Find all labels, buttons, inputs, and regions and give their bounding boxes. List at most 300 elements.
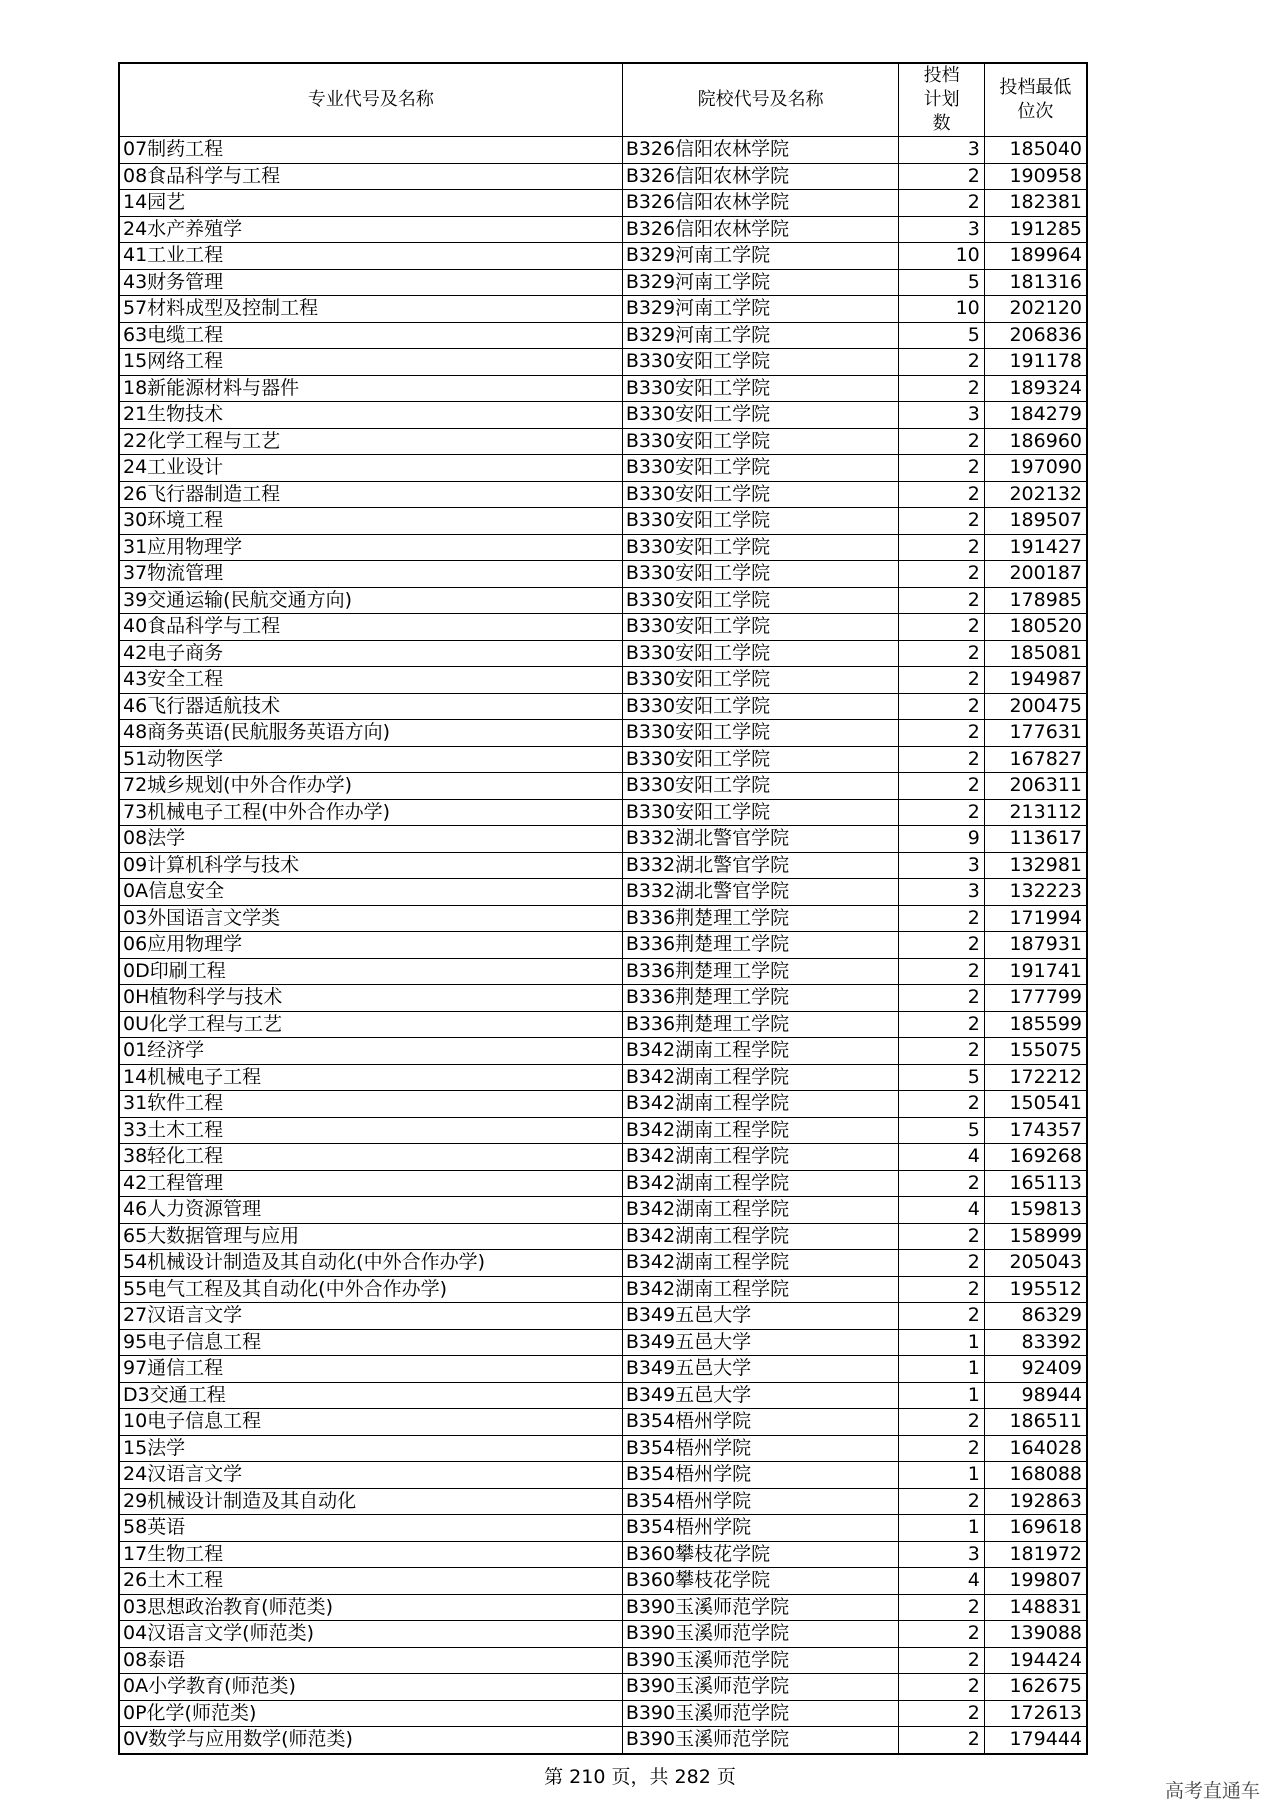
plan-count-cell: 2 <box>899 1700 984 1727</box>
plan-count-cell: 2 <box>899 693 984 720</box>
major-cell: 09计算机科学与技术 <box>119 852 622 879</box>
table-row <box>119 640 1087 667</box>
table-row <box>119 1594 1087 1621</box>
plan-count-cell: 2 <box>899 640 984 667</box>
table-row <box>119 905 1087 932</box>
school-cell: B330安阳工学院 <box>622 640 899 667</box>
major-cell: 95电子信息工程 <box>119 1329 622 1356</box>
school-cell: B354梧州学院 <box>622 1515 899 1542</box>
school-cell: B354梧州学院 <box>622 1435 899 1462</box>
min-rank-cell: 202132 <box>984 481 1087 508</box>
school-cell: B330安阳工学院 <box>622 720 899 747</box>
table-row <box>119 1276 1087 1303</box>
major-cell: 46人力资源管理 <box>119 1197 622 1224</box>
major-cell: 0A信息安全 <box>119 879 622 906</box>
table-row <box>119 455 1087 482</box>
min-rank-cell: 194987 <box>984 667 1087 694</box>
school-cell: B349五邑大学 <box>622 1329 899 1356</box>
table-row <box>119 508 1087 535</box>
plan-count-cell: 2 <box>899 1594 984 1621</box>
admission-table <box>118 62 1088 1755</box>
table-row <box>119 534 1087 561</box>
table-row <box>119 269 1087 296</box>
plan-count-cell: 2 <box>899 1621 984 1648</box>
school-cell: B342湖南工程学院 <box>622 1091 899 1118</box>
table-row <box>119 932 1087 959</box>
major-cell: 72城乡规划(中外合作办学) <box>119 773 622 800</box>
plan-count-cell: 2 <box>899 985 984 1012</box>
school-cell: B390玉溪师范学院 <box>622 1647 899 1674</box>
major-cell: 24汉语言文学 <box>119 1462 622 1489</box>
major-cell: 08食品科学与工程 <box>119 163 622 190</box>
plan-count-cell: 4 <box>899 1144 984 1171</box>
school-cell: B342湖南工程学院 <box>622 1250 899 1277</box>
min-rank-cell: 189964 <box>984 243 1087 270</box>
table-row <box>119 375 1087 402</box>
plan-count-cell: 2 <box>899 1170 984 1197</box>
school-cell: B390玉溪师范学院 <box>622 1727 899 1754</box>
school-cell: B336荆楚理工学院 <box>622 985 899 1012</box>
school-cell: B326信阳农林学院 <box>622 216 899 243</box>
school-cell: B342湖南工程学院 <box>622 1170 899 1197</box>
table-row <box>119 1197 1087 1224</box>
header-plan: 投档计划数 <box>899 63 984 137</box>
plan-count-cell: 2 <box>899 561 984 588</box>
table-row <box>119 428 1087 455</box>
school-cell: B330安阳工学院 <box>622 614 899 641</box>
table-row <box>119 1329 1087 1356</box>
table-row <box>119 1488 1087 1515</box>
min-rank-cell: 200187 <box>984 561 1087 588</box>
plan-count-cell: 2 <box>899 720 984 747</box>
major-cell: 10电子信息工程 <box>119 1409 622 1436</box>
school-cell: B349五邑大学 <box>622 1382 899 1409</box>
major-cell: 26飞行器制造工程 <box>119 481 622 508</box>
table-row <box>119 163 1087 190</box>
table-row <box>119 587 1087 614</box>
plan-count-cell: 2 <box>899 1038 984 1065</box>
table-row <box>119 799 1087 826</box>
table-row <box>119 985 1087 1012</box>
table-row <box>119 1011 1087 1038</box>
major-cell: 01经济学 <box>119 1038 622 1065</box>
school-cell: B342湖南工程学院 <box>622 1223 899 1250</box>
school-cell: B330安阳工学院 <box>622 428 899 455</box>
school-cell: B329河南工学院 <box>622 322 899 349</box>
major-cell: 15网络工程 <box>119 349 622 376</box>
school-cell: B330安阳工学院 <box>622 693 899 720</box>
school-cell: B342湖南工程学院 <box>622 1117 899 1144</box>
plan-count-cell: 1 <box>899 1462 984 1489</box>
school-cell: B342湖南工程学院 <box>622 1064 899 1091</box>
min-rank-cell: 158999 <box>984 1223 1087 1250</box>
school-cell: B330安阳工学院 <box>622 667 899 694</box>
plan-count-cell: 2 <box>899 1011 984 1038</box>
table-row <box>119 1223 1087 1250</box>
min-rank-cell: 169268 <box>984 1144 1087 1171</box>
table-row <box>119 1647 1087 1674</box>
major-cell: 38轻化工程 <box>119 1144 622 1171</box>
major-cell: 31应用物理学 <box>119 534 622 561</box>
school-cell: B330安阳工学院 <box>622 508 899 535</box>
min-rank-cell: 206836 <box>984 322 1087 349</box>
major-cell: 40食品科学与工程 <box>119 614 622 641</box>
min-rank-cell: 172613 <box>984 1700 1087 1727</box>
school-cell: B330安阳工学院 <box>622 773 899 800</box>
plan-count-cell: 10 <box>899 296 984 323</box>
table-row <box>119 190 1087 217</box>
school-cell: B390玉溪师范学院 <box>622 1674 899 1701</box>
plan-count-cell: 2 <box>899 1409 984 1436</box>
table-row <box>119 296 1087 323</box>
plan-count-cell: 2 <box>899 534 984 561</box>
min-rank-cell: 177799 <box>984 985 1087 1012</box>
min-rank-cell: 132981 <box>984 852 1087 879</box>
plan-count-cell: 2 <box>899 667 984 694</box>
plan-count-cell: 2 <box>899 1674 984 1701</box>
plan-count-cell: 5 <box>899 322 984 349</box>
min-rank-cell: 155075 <box>984 1038 1087 1065</box>
min-rank-cell: 148831 <box>984 1594 1087 1621</box>
table-row <box>119 349 1087 376</box>
plan-count-cell: 2 <box>899 375 984 402</box>
min-rank-cell: 191178 <box>984 349 1087 376</box>
major-cell: 27汉语言文学 <box>119 1303 622 1330</box>
major-cell: 0P化学(师范类) <box>119 1700 622 1727</box>
major-cell: 03思想政治教育(师范类) <box>119 1594 622 1621</box>
table-row <box>119 826 1087 853</box>
table-row <box>119 720 1087 747</box>
school-cell: B342湖南工程学院 <box>622 1276 899 1303</box>
min-rank-cell: 172212 <box>984 1064 1087 1091</box>
major-cell: 0D印刷工程 <box>119 958 622 985</box>
table-row <box>119 243 1087 270</box>
min-rank-cell: 186511 <box>984 1409 1087 1436</box>
min-rank-cell: 189324 <box>984 375 1087 402</box>
major-cell: 08法学 <box>119 826 622 853</box>
major-cell: D3交通工程 <box>119 1382 622 1409</box>
major-cell: 22化学工程与工艺 <box>119 428 622 455</box>
min-rank-cell: 179444 <box>984 1727 1087 1754</box>
plan-count-cell: 2 <box>899 587 984 614</box>
major-cell: 03外国语言文学类 <box>119 905 622 932</box>
table-row <box>119 216 1087 243</box>
table-row <box>119 1700 1087 1727</box>
plan-count-cell: 2 <box>899 190 984 217</box>
major-cell: 0A小学教育(师范类) <box>119 1674 622 1701</box>
header-major: 专业代号及名称 <box>119 63 622 137</box>
table-row <box>119 1515 1087 1542</box>
table-row <box>119 137 1087 164</box>
major-cell: 43财务管理 <box>119 269 622 296</box>
major-cell: 30环境工程 <box>119 508 622 535</box>
plan-count-cell: 2 <box>899 349 984 376</box>
min-rank-cell: 171994 <box>984 905 1087 932</box>
min-rank-cell: 200475 <box>984 693 1087 720</box>
min-rank-cell: 192863 <box>984 1488 1087 1515</box>
plan-count-cell: 3 <box>899 402 984 429</box>
plan-count-cell: 2 <box>899 1250 984 1277</box>
table-row <box>119 1356 1087 1383</box>
table-row <box>119 614 1087 641</box>
min-rank-cell: 189507 <box>984 508 1087 535</box>
plan-count-cell: 2 <box>899 1091 984 1118</box>
table-body <box>119 137 1087 1754</box>
plan-count-cell: 4 <box>899 1197 984 1224</box>
table-row <box>119 481 1087 508</box>
school-cell: B349五邑大学 <box>622 1356 899 1383</box>
major-cell: 33土木工程 <box>119 1117 622 1144</box>
plan-count-cell: 1 <box>899 1356 984 1383</box>
major-cell: 54机械设计制造及其自动化(中外合作办学) <box>119 1250 622 1277</box>
min-rank-cell: 213112 <box>984 799 1087 826</box>
min-rank-cell: 206311 <box>984 773 1087 800</box>
plan-count-cell: 5 <box>899 1064 984 1091</box>
plan-count-cell: 10 <box>899 243 984 270</box>
school-cell: B332湖北警官学院 <box>622 826 899 853</box>
plan-count-cell: 2 <box>899 799 984 826</box>
school-cell: B330安阳工学院 <box>622 375 899 402</box>
header-school: 院校代号及名称 <box>622 63 899 137</box>
table-row <box>119 773 1087 800</box>
min-rank-cell: 197090 <box>984 455 1087 482</box>
school-cell: B354梧州学院 <box>622 1462 899 1489</box>
school-cell: B330安阳工学院 <box>622 402 899 429</box>
plan-count-cell: 3 <box>899 137 984 164</box>
min-rank-cell: 185599 <box>984 1011 1087 1038</box>
major-cell: 17生物工程 <box>119 1541 622 1568</box>
plan-count-cell: 9 <box>899 826 984 853</box>
header-rank: 投档最低位次 <box>984 63 1087 137</box>
table-row <box>119 1541 1087 1568</box>
min-rank-cell: 185081 <box>984 640 1087 667</box>
school-cell: B349五邑大学 <box>622 1303 899 1330</box>
min-rank-cell: 98944 <box>984 1382 1087 1409</box>
school-cell: B329河南工学院 <box>622 296 899 323</box>
plan-count-cell: 1 <box>899 1329 984 1356</box>
table-row <box>119 958 1087 985</box>
school-cell: B326信阳农林学院 <box>622 137 899 164</box>
plan-count-cell: 2 <box>899 958 984 985</box>
plan-count-cell: 2 <box>899 508 984 535</box>
major-cell: 06应用物理学 <box>119 932 622 959</box>
major-cell: 39交通运输(民航交通方向) <box>119 587 622 614</box>
table-row <box>119 667 1087 694</box>
min-rank-cell: 181972 <box>984 1541 1087 1568</box>
min-rank-cell: 205043 <box>984 1250 1087 1277</box>
plan-count-cell: 2 <box>899 1223 984 1250</box>
table-row <box>119 322 1087 349</box>
min-rank-cell: 185040 <box>984 137 1087 164</box>
plan-count-cell: 5 <box>899 1117 984 1144</box>
plan-count-cell: 2 <box>899 1276 984 1303</box>
plan-count-cell: 2 <box>899 614 984 641</box>
major-cell: 46飞行器适航技术 <box>119 693 622 720</box>
school-cell: B332湖北警官学院 <box>622 852 899 879</box>
table-row <box>119 1727 1087 1754</box>
major-cell: 26土木工程 <box>119 1568 622 1595</box>
min-rank-cell: 177631 <box>984 720 1087 747</box>
min-rank-cell: 199807 <box>984 1568 1087 1595</box>
min-rank-cell: 162675 <box>984 1674 1087 1701</box>
school-cell: B330安阳工学院 <box>622 746 899 773</box>
school-cell: B330安阳工学院 <box>622 561 899 588</box>
min-rank-cell: 191285 <box>984 216 1087 243</box>
table-row <box>119 1409 1087 1436</box>
min-rank-cell: 92409 <box>984 1356 1087 1383</box>
plan-count-cell: 2 <box>899 1488 984 1515</box>
major-cell: 21生物技术 <box>119 402 622 429</box>
major-cell: 55电气工程及其自动化(中外合作办学) <box>119 1276 622 1303</box>
major-cell: 15法学 <box>119 1435 622 1462</box>
plan-count-cell: 2 <box>899 932 984 959</box>
school-cell: B390玉溪师范学院 <box>622 1621 899 1648</box>
min-rank-cell: 191741 <box>984 958 1087 985</box>
table-row <box>119 1038 1087 1065</box>
school-cell: B330安阳工学院 <box>622 349 899 376</box>
school-cell: B326信阳农林学院 <box>622 190 899 217</box>
major-cell: 43安全工程 <box>119 667 622 694</box>
plan-count-cell: 1 <box>899 1382 984 1409</box>
table-row <box>119 402 1087 429</box>
plan-count-cell: 2 <box>899 905 984 932</box>
major-cell: 24水产养殖学 <box>119 216 622 243</box>
min-rank-cell: 191427 <box>984 534 1087 561</box>
min-rank-cell: 139088 <box>984 1621 1087 1648</box>
min-rank-cell: 132223 <box>984 879 1087 906</box>
table-row <box>119 1674 1087 1701</box>
min-rank-cell: 168088 <box>984 1462 1087 1489</box>
min-rank-cell: 150541 <box>984 1091 1087 1118</box>
min-rank-cell: 159813 <box>984 1197 1087 1224</box>
school-cell: B336荆楚理工学院 <box>622 1011 899 1038</box>
min-rank-cell: 167827 <box>984 746 1087 773</box>
table-row <box>119 1382 1087 1409</box>
school-cell: B336荆楚理工学院 <box>622 905 899 932</box>
major-cell: 97通信工程 <box>119 1356 622 1383</box>
plan-count-cell: 2 <box>899 1303 984 1330</box>
major-cell: 42电子商务 <box>119 640 622 667</box>
plan-count-cell: 2 <box>899 455 984 482</box>
school-cell: B326信阳农林学院 <box>622 163 899 190</box>
school-cell: B330安阳工学院 <box>622 481 899 508</box>
school-cell: B354梧州学院 <box>622 1488 899 1515</box>
table-row <box>119 1144 1087 1171</box>
table-row <box>119 1621 1087 1648</box>
min-rank-cell: 174357 <box>984 1117 1087 1144</box>
major-cell: 0U化学工程与工艺 <box>119 1011 622 1038</box>
school-cell: B329河南工学院 <box>622 243 899 270</box>
table-row <box>119 1435 1087 1462</box>
plan-count-cell: 5 <box>899 269 984 296</box>
school-cell: B390玉溪师范学院 <box>622 1594 899 1621</box>
major-cell: 04汉语言文学(师范类) <box>119 1621 622 1648</box>
school-cell: B360攀枝花学院 <box>622 1541 899 1568</box>
min-rank-cell: 169618 <box>984 1515 1087 1542</box>
major-cell: 18新能源材料与器件 <box>119 375 622 402</box>
table-row <box>119 1462 1087 1489</box>
table-row <box>119 879 1087 906</box>
school-cell: B336荆楚理工学院 <box>622 932 899 959</box>
min-rank-cell: 165113 <box>984 1170 1087 1197</box>
major-cell: 31软件工程 <box>119 1091 622 1118</box>
table-row <box>119 1064 1087 1091</box>
min-rank-cell: 164028 <box>984 1435 1087 1462</box>
min-rank-cell: 180520 <box>984 614 1087 641</box>
table-row <box>119 1091 1087 1118</box>
major-cell: 58英语 <box>119 1515 622 1542</box>
table-row <box>119 693 1087 720</box>
major-cell: 57材料成型及控制工程 <box>119 296 622 323</box>
plan-count-cell: 1 <box>899 1515 984 1542</box>
major-cell: 08泰语 <box>119 1647 622 1674</box>
plan-count-cell: 2 <box>899 428 984 455</box>
school-cell: B336荆楚理工学院 <box>622 958 899 985</box>
school-cell: B332湖北警官学院 <box>622 879 899 906</box>
table-row <box>119 1568 1087 1595</box>
major-cell: 37物流管理 <box>119 561 622 588</box>
plan-count-cell: 3 <box>899 879 984 906</box>
major-cell: 73机械电子工程(中外合作办学) <box>119 799 622 826</box>
min-rank-cell: 182381 <box>984 190 1087 217</box>
school-cell: B342湖南工程学院 <box>622 1144 899 1171</box>
plan-count-cell: 3 <box>899 1541 984 1568</box>
page-number: 第 210 页，共 282 页 <box>544 1766 736 1788</box>
min-rank-cell: 186960 <box>984 428 1087 455</box>
school-cell: B342湖南工程学院 <box>622 1038 899 1065</box>
min-rank-cell: 184279 <box>984 402 1087 429</box>
min-rank-cell: 194424 <box>984 1647 1087 1674</box>
plan-count-cell: 2 <box>899 773 984 800</box>
table-row <box>119 561 1087 588</box>
major-cell: 0H植物科学与技术 <box>119 985 622 1012</box>
table-row <box>119 1250 1087 1277</box>
plan-count-cell: 2 <box>899 1435 984 1462</box>
table-row <box>119 852 1087 879</box>
plan-count-cell: 4 <box>899 1568 984 1595</box>
min-rank-cell: 195512 <box>984 1276 1087 1303</box>
min-rank-cell: 202120 <box>984 296 1087 323</box>
plan-count-cell: 2 <box>899 1727 984 1754</box>
major-cell: 24工业设计 <box>119 455 622 482</box>
major-cell: 48商务英语(民航服务英语方向) <box>119 720 622 747</box>
major-cell: 14园艺 <box>119 190 622 217</box>
school-cell: B330安阳工学院 <box>622 455 899 482</box>
plan-count-cell: 3 <box>899 216 984 243</box>
plan-count-cell: 3 <box>899 852 984 879</box>
major-cell: 42工程管理 <box>119 1170 622 1197</box>
plan-count-cell: 2 <box>899 481 984 508</box>
school-cell: B330安阳工学院 <box>622 799 899 826</box>
min-rank-cell: 178985 <box>984 587 1087 614</box>
watermark: 高考直通车 <box>1164 1780 1260 1802</box>
major-cell: 14机械电子工程 <box>119 1064 622 1091</box>
school-cell: B330安阳工学院 <box>622 587 899 614</box>
min-rank-cell: 190958 <box>984 163 1087 190</box>
plan-count-cell: 2 <box>899 746 984 773</box>
major-cell: 07制药工程 <box>119 137 622 164</box>
major-cell: 41工业工程 <box>119 243 622 270</box>
table-row <box>119 1303 1087 1330</box>
min-rank-cell: 187931 <box>984 932 1087 959</box>
min-rank-cell: 83392 <box>984 1329 1087 1356</box>
major-cell: 65大数据管理与应用 <box>119 1223 622 1250</box>
school-cell: B329河南工学院 <box>622 269 899 296</box>
min-rank-cell: 113617 <box>984 826 1087 853</box>
school-cell: B330安阳工学院 <box>622 534 899 561</box>
table-header-row <box>119 63 1087 137</box>
min-rank-cell: 86329 <box>984 1303 1087 1330</box>
